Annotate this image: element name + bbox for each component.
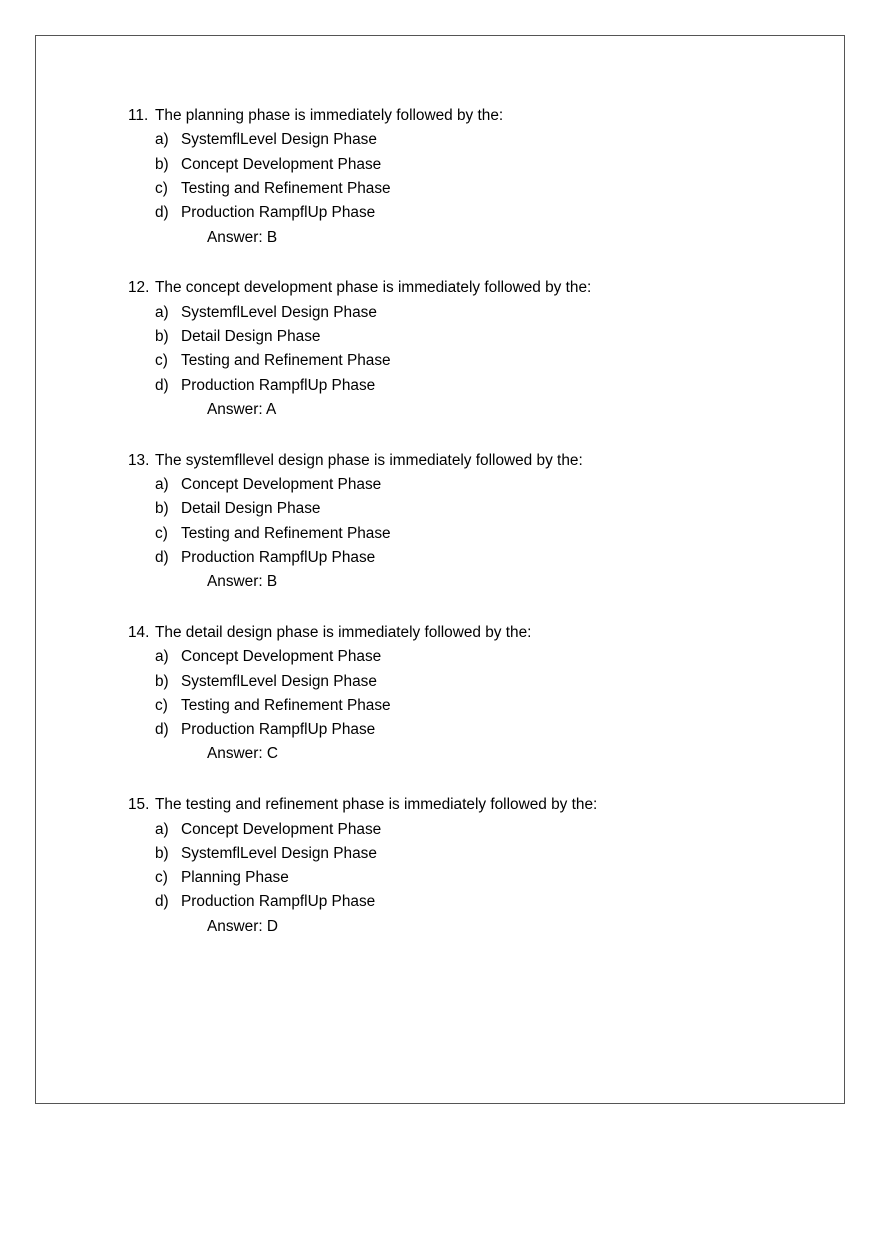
question-text: The concept development phase is immediately followed by the: [155,279,592,297]
option-d [128,890,808,914]
question-text: The planning phase is immediately followed by the: [155,107,504,125]
option-text: SystemflLevel Design Phase [181,131,377,149]
option-d [128,373,808,397]
option-letter: a) [155,303,169,321]
question-text: The testing and refinement phase is immediately followed by the: [155,796,598,814]
question-number: 15. [128,796,150,814]
answer: Answer: C [207,745,278,763]
question-number: 13. [128,451,150,469]
option-c [128,694,808,718]
option-letter: d) [155,548,169,566]
option-b [128,153,808,177]
question-15 [128,793,808,939]
question-14 [128,621,808,767]
answer: Answer: B [207,228,278,246]
option-b [128,842,808,866]
option-text: Testing and Refinement Phase [181,696,391,714]
option-letter: b) [155,155,169,173]
answer: Answer: B [207,573,278,591]
option-text: Testing and Refinement Phase [181,180,391,198]
option-letter: a) [155,648,169,666]
option-letter: b) [155,672,169,690]
option-letter: d) [155,204,169,222]
option-a [128,817,808,841]
option-letter: d) [155,376,169,394]
option-text: Concept Development Phase [181,648,382,666]
option-letter: c) [155,352,168,370]
question-text: The detail design phase is immediately followed by the: [155,623,532,641]
option-text: Concept Development Phase [181,155,382,173]
question-12 [128,276,808,422]
option-letter: c) [155,524,168,542]
option-letter: c) [155,696,168,714]
option-c [128,349,808,373]
option-text: Testing and Refinement Phase [181,524,391,542]
option-b [128,325,808,349]
option-letter: d) [155,893,169,911]
option-b [128,497,808,521]
answer: Answer: D [207,917,278,935]
option-d [128,718,808,742]
option-letter: c) [155,869,168,887]
option-letter: c) [155,180,168,198]
option-c [128,177,808,201]
option-text: Production RampflUp Phase [181,893,376,911]
option-a [128,128,808,152]
option-text: Concept Development Phase [181,820,382,838]
question-stem [128,621,808,645]
option-letter: a) [155,476,169,493]
question-stem [128,104,808,128]
option-letter: b) [155,844,169,862]
option-a [128,301,808,325]
option-text: SystemflLevel Design Phase [181,672,377,690]
option-c [128,866,808,890]
option-text: Detail Design Phase [181,328,321,346]
option-b [128,669,808,693]
option-letter: a) [155,131,169,149]
question-stem [128,449,808,473]
option-a [128,473,808,497]
option-text: Planning Phase [181,869,289,887]
option-letter: d) [155,721,169,739]
option-letter: b) [155,500,169,518]
option-text: Concept Development Phase [181,476,382,493]
question-list [128,104,808,965]
question-number: 12. [128,279,150,297]
question-number: 14. [128,623,150,641]
question-stem [128,793,808,817]
question-number: 11. [128,107,149,125]
option-text: Production RampflUp Phase [181,548,376,566]
option-text: Production RampflUp Phase [181,721,376,739]
option-text: SystemflLevel Design Phase [181,844,377,862]
question-11 [128,104,808,250]
option-letter: b) [155,328,169,346]
option-text: Production RampflUp Phase [181,376,376,394]
option-a [128,645,808,669]
question-13 [128,449,808,595]
option-text: Detail Design Phase [181,500,321,518]
option-text: Production RampflUp Phase [181,204,376,222]
option-d [128,546,808,570]
answer: Answer: A [207,400,277,418]
option-text: Testing and Refinement Phase [181,352,391,370]
question-text: The systemfllevel design phase is immediately followed by the: [155,451,583,469]
option-d [128,201,808,225]
option-c [128,521,808,545]
option-text: SystemflLevel Design Phase [181,303,377,321]
question-stem [128,276,808,300]
option-letter: a) [155,820,169,838]
